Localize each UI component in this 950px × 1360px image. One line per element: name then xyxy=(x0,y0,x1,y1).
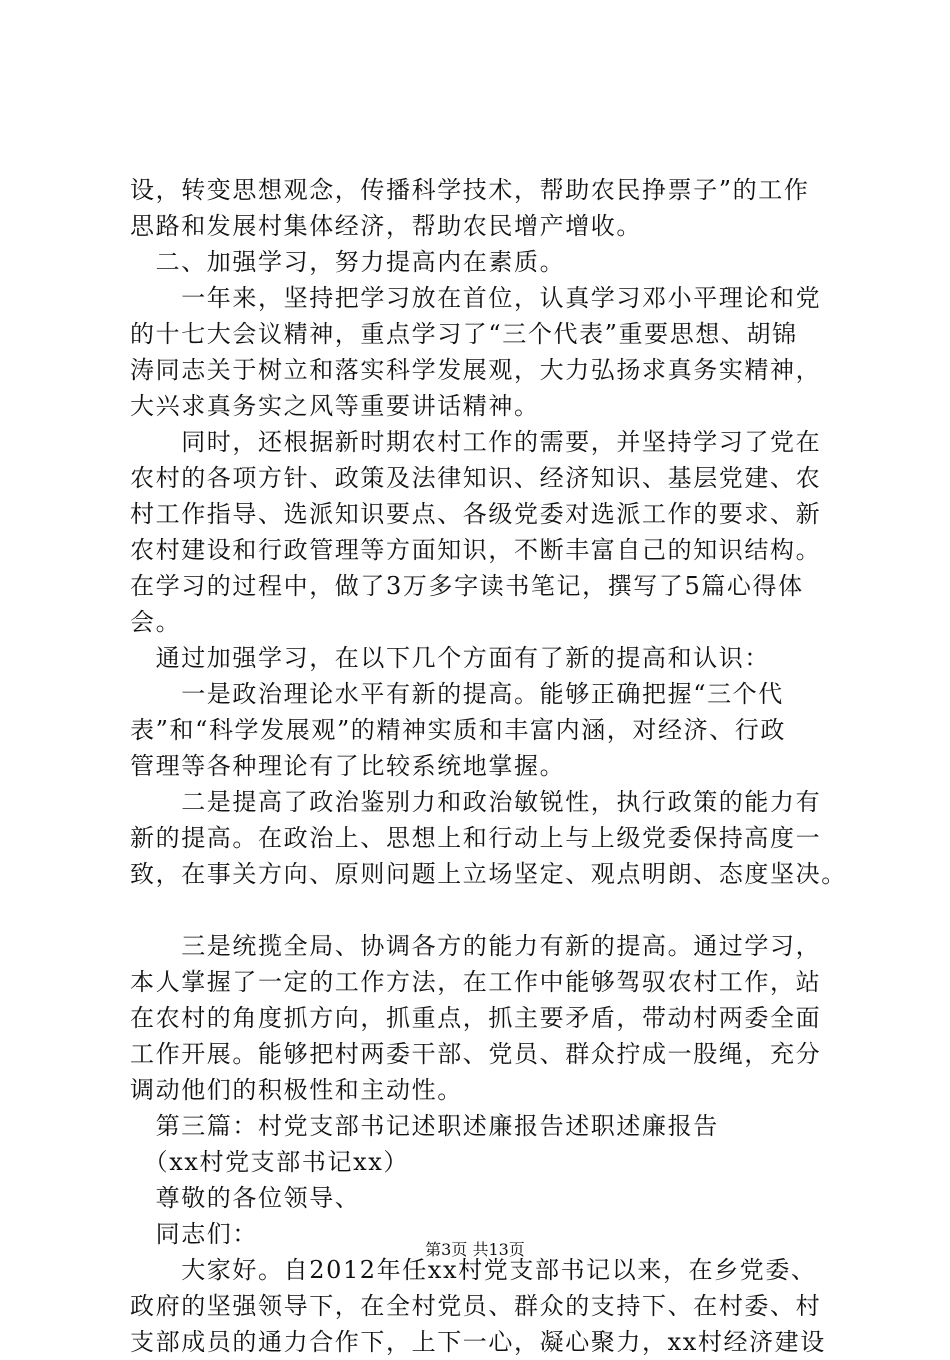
text-line: 同时，还根据新时期农村工作的需要，并坚持学习了党在 xyxy=(130,428,822,456)
text-line: 二是提高了政治鉴别力和政治敏锐性，执行政策的能力有 xyxy=(130,788,822,816)
text-line: 大家好。自2012年任xx村党支部书记以来，在乡党委、 xyxy=(130,1256,817,1284)
text-line: 三是统揽全局、协调各方的能力有新的提高。通过学习， xyxy=(130,932,822,960)
salutation-line: 同志们： xyxy=(130,1220,258,1248)
text-line: 思路和发展村集体经济，帮助农民增产增收。 xyxy=(130,212,642,240)
text-line: 表”和“科学发展观”的精神实质和丰富内涵，对经济、行政 xyxy=(130,716,787,744)
section-heading: 二、加强学习，努力提高内在素质。 xyxy=(130,248,566,276)
text-line: 农村建设和行政管理等方面知识，不断丰富自己的知识结构。 xyxy=(130,536,822,564)
text-line: 支部成员的通力合作下，上下一心，凝心聚力，xx村经济建设 xyxy=(130,1328,826,1356)
text-line: 通过加强学习，在以下几个方面有了新的提高和认识： xyxy=(130,644,770,672)
text-line: 的十七大会议精神，重点学习了“三个代表”重要思想、胡锦 xyxy=(130,320,798,348)
text-line: 一年来，坚持把学习放在首位，认真学习邓小平理论和党 xyxy=(130,284,822,312)
text-line: 设，转变思想观念，传播科学技术，帮助农民挣票子”的工作 xyxy=(130,176,810,204)
text-line: 在学习的过程中，做了3万多字读书笔记，撰写了5篇心得体 xyxy=(130,572,804,600)
text-line: 村工作指导、选派知识要点、各级党委对选派工作的要求、新 xyxy=(130,500,822,528)
text-line: 本人掌握了一定的工作方法，在工作中能够驾驭农村工作，站 xyxy=(130,968,822,996)
chapter-title: 第三篇：村党支部书记述职述廉报告述职述廉报告 xyxy=(130,1112,719,1140)
text-line: 一是政治理论水平有新的提高。能够正确把握“三个代 xyxy=(130,680,784,708)
blank-line xyxy=(130,892,850,928)
salutation-line: 尊敬的各位领导、 xyxy=(130,1184,361,1212)
text-line: 管理等各种理论有了比较系统地掌握。 xyxy=(130,752,566,780)
text-line: 农村的各项方针、政策及法律知识、经济知识、基层党建、农 xyxy=(130,464,822,492)
text-line: 调动他们的积极性和主动性。 xyxy=(130,1076,463,1104)
text-line: 政府的坚强领导下，在全村党员、群众的支持下、在村委、村 xyxy=(130,1292,822,1320)
text-line: 大兴求真务实之风等重要讲话精神。 xyxy=(130,392,540,420)
text-line: 涛同志关于树立和落实科学发展观，大力弘扬求真务实精神， xyxy=(130,356,822,384)
page-number-footer: 第3页 共13页 xyxy=(425,1240,525,1259)
text-line: 在农村的角度抓方向，抓重点，抓主要矛盾，带动村两委全面 xyxy=(130,1004,822,1032)
author-line: （xx村党支部书记xx） xyxy=(130,1148,409,1176)
text-line: 工作开展。能够把村两委干部、党员、群众拧成一股绳，充分 xyxy=(130,1040,822,1068)
text-line: 致，在事关方向、原则问题上立场坚定、观点明朗、态度坚决。 xyxy=(130,860,847,888)
text-line: 会。 xyxy=(130,608,182,636)
text-line: 新的提高。在政治上、思想上和行动上与上级党委保持高度一 xyxy=(130,824,822,852)
document-body xyxy=(130,172,850,1360)
